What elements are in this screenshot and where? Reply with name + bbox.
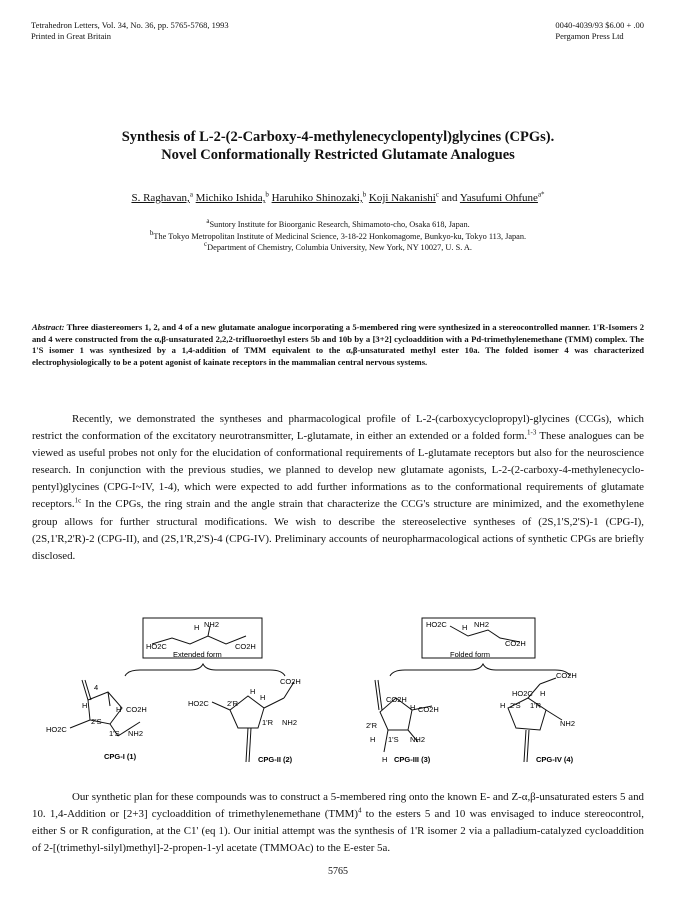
title-line-1: Synthesis of L-2-(2-Carboxy-4-methylenecyclopentyl)glycines (CPGs). <box>121 129 555 145</box>
publisher-header <box>555 20 644 42</box>
cpg3-label: CPG-III (3) <box>394 755 431 764</box>
fold-ho2c: HO2C <box>426 620 447 629</box>
c1-4: 4 <box>94 683 99 692</box>
ext-h: H <box>194 623 200 632</box>
c1-nh2: NH2 <box>128 729 144 738</box>
body-paragraph-2 <box>32 789 644 857</box>
journal-citation: Tetrahedron Letters, Vol. 34, No. 36, pp. 5765-5768, 1993 <box>31 20 229 30</box>
author-2-mark: b <box>265 190 269 199</box>
publisher: Pergamon Press Ltd <box>555 31 624 41</box>
extended-form-label: Extended form <box>173 650 222 659</box>
fold-nh2: NH2 <box>474 620 490 629</box>
c1-2s: 2'S <box>91 717 102 726</box>
affiliation-a <box>0 219 676 231</box>
cpg2-label: CPG-II (2) <box>258 755 293 764</box>
affiliation-c <box>0 242 676 254</box>
p1-part-c: In the CPGs, the ring strain and the angle strain that characterize the CCG's structure are minimized, and the exomethylene group allows for further structural modifications. We wish to describe the stereoselective syntheses of (2S,1'S,2'S)-1 (CPG-I), (2S,1'R,2'R)-2 (CPG-II), and (2S,1'R,2'S)-4 (CPG-IV). Preliminary accounts of neuropharmacological actions of synthetic CPGs are briefly disclosed. <box>32 498 644 562</box>
c2-1r: 1'R <box>262 718 274 727</box>
affiliation-b <box>0 228 676 243</box>
author-3: Haruhiko Shinozaki, <box>271 192 363 204</box>
citation-4: 4 <box>357 806 362 815</box>
c3-1s: 1'S <box>388 735 399 744</box>
printed-in: Printed in Great Britain <box>31 31 112 41</box>
ext-co2h: CO2H <box>235 642 256 651</box>
c2-h: H <box>250 687 256 696</box>
c4-co2h: CO2H <box>556 671 577 680</box>
abstract-label: Abstract: <box>32 322 65 332</box>
p2-part-b: to the esters 5 and 10 was envisaged to induce stereocontrol, either S or R configuration, at the C1' (eq 1). Our initial attempt was the synthesis of 1'R isomer 2 via a palladium-catalyzed cycloaddition of 2-[(trimethyl-silyl)methyl]-2-propen-1-yl acetate (TMMOAc) to the E-ester 5a. <box>32 808 644 855</box>
paragraph-1 <box>32 411 644 565</box>
p1-part-a: Recently, we demonstrated the syntheses and pharmacological profile of L-2-(carboxycyclopropyl)-glycines (CCGs), which restrict the conformation of the excitatory neurotransmitter, L-glutamate, in either an extended or a folded form. <box>32 413 644 443</box>
c3-co2h: CO2H <box>386 695 407 704</box>
structures-figure <box>0 612 676 782</box>
author-conjunction: and <box>441 192 458 204</box>
p2-part-a: Our synthetic plan for these compounds was to construct a 5-membered ring onto the known E- and Z-α,β-unsaturated esters 5 and 10. 1,4-Addition or [2+3] cycloaddition of trimethylenemethane (TMM) <box>32 791 644 821</box>
abstract-text: Three diastereomers 1, 2, and 4 of a new glutamate analogue incorporating a 5-membered ring were synthesized in a stereocontrolled manner. 1'R-Isomers 2 and 4 were constructed from the α,β-unsaturated 2,2,2-trifluoroethyl esters 5b and 10b by a [3+2] cycloaddition with a Pd-trimethylenemethane (TMM) complex. The 1'S isomer 1 was synthesized by a 1,4-addition of TMM equivalent to the α,β-unsaturated methyl ester 10a. The folded isomer 4 was characterized electrophysiologically to be a potent agonist of kainate receptors in the mammalian central nervous systems. <box>32 322 644 367</box>
c4-nh2: NH2 <box>560 719 576 728</box>
fold-co2h: CO2H <box>505 639 526 648</box>
author-3-mark: b <box>362 190 367 199</box>
citation-1c: 1c <box>74 496 82 505</box>
c1-h2: H <box>116 705 122 714</box>
c4-h2: H <box>500 701 506 710</box>
ext-ho2c: HO2C <box>146 642 167 651</box>
c3-nh2: NH2 <box>410 735 426 744</box>
author-1: S. Raghavan, <box>131 192 190 204</box>
author-4: Koji Nakanishi <box>368 192 436 204</box>
c1-1s: 1'S <box>109 729 120 738</box>
c4-ho2c: HO2C <box>512 689 533 698</box>
cpg4-label: CPG-IV (4) <box>536 755 574 764</box>
c2-co2h: CO2H <box>280 677 301 686</box>
c2-2r: 2'R <box>227 699 239 708</box>
author-5: Yasufumi Ohfune <box>459 192 538 204</box>
page-number: 5765 <box>328 866 348 877</box>
p1-part-b: These analogues can be viewed as useful probes not only for the elucidation of conformational requirements of L-glutamate receptors but also for the neuroscience research. In conjunction with the previous studies, we planned to develop new glutamate agonists, L-2-(2-carboxy-4-methylenecyclo-pentyl)glycines (CPG-I~IV, 1-4), which were expected to add further informations as to the conformational requirements of glutamate receptors. <box>32 430 644 511</box>
c4-2s: 2'S <box>510 701 521 710</box>
ext-nh2: NH2 <box>204 620 220 629</box>
affiliation-b-mark: b <box>149 228 154 237</box>
fold-h: H <box>462 623 468 632</box>
affiliations <box>0 219 676 254</box>
author-1-mark: a <box>189 190 193 199</box>
c2-ho2c: HO2C <box>188 699 209 708</box>
affiliation-b-text: The Tokyo Metropolitan Institute of Medicinal Science, 3-18-22 Honkomagome, Bunkyo-ku, Tokyo 113, Japan. <box>153 231 527 241</box>
c3-h: H <box>410 703 416 712</box>
journal-header <box>31 20 229 42</box>
c3-2r: 2'R <box>366 721 378 730</box>
affiliation-a-text: Suntory Institute for Bioorganic Research, Shimamoto-cho, Osaka 618, Japan. <box>209 220 470 229</box>
author-2: Michiko Ishida, <box>195 192 266 204</box>
c3-co2h2: CO2H <box>418 705 439 714</box>
c2-nh2: NH2 <box>282 718 298 727</box>
author-list <box>0 192 676 204</box>
abstract <box>32 322 644 368</box>
affiliation-c-mark: c <box>204 240 208 249</box>
c4-1r: 1'R <box>530 701 542 710</box>
c2-h2: H <box>260 693 266 702</box>
author-5-mark: a* <box>537 190 545 199</box>
affiliation-a-mark: a <box>206 217 210 226</box>
structure-scheme <box>0 612 676 782</box>
folded-form-label: Folded form <box>450 650 491 659</box>
cpg1-label: CPG-I (1) <box>104 752 137 761</box>
folded-bracket <box>390 664 570 676</box>
c1-ho2c: HO2C <box>46 725 67 734</box>
citation-1-3: 1-3 <box>527 428 537 437</box>
c4-h: H <box>540 689 546 698</box>
issn-price: 0040-4039/93 $6.00 + .00 <box>555 20 644 30</box>
extended-bracket <box>125 664 285 676</box>
c1-co2h: CO2H <box>126 705 147 714</box>
affiliation-c-text: Department of Chemistry, Columbia University, New York, NY 10027, U. S. A. <box>207 243 472 252</box>
body-paragraph-1 <box>32 411 644 565</box>
title-line-2: Novel Conformationally Restricted Glutamate Analogues <box>161 147 515 163</box>
author-4-mark: c <box>435 190 439 199</box>
paper-title <box>0 128 676 164</box>
c3-h2: H <box>370 735 376 744</box>
c1-h: H <box>82 701 88 710</box>
paragraph-2 <box>32 789 644 857</box>
c3-h3: H <box>382 755 388 764</box>
